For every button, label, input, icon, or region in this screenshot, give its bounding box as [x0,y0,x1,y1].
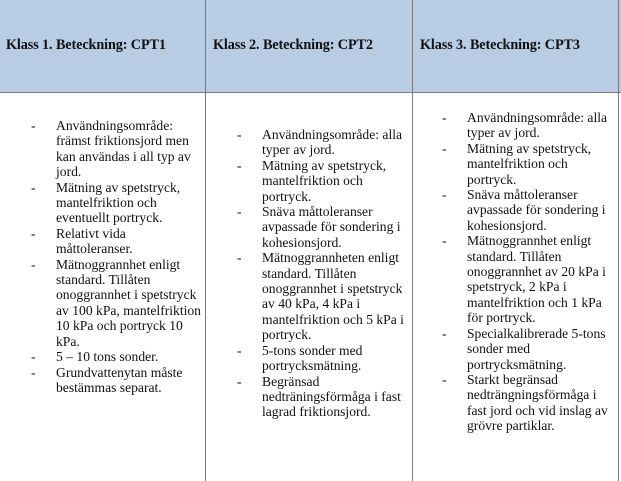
header-cpt3: Klass 3. Beteckning: CPT3 [420,37,580,53]
bullet-dash: - [31,256,36,272]
bullet-dash: - [31,364,36,380]
list-item-text: Snäva måttoleranser avpassade för sondering i kohesionsjord. [467,187,606,233]
bullet-dash: - [442,325,447,341]
list-item [237,127,408,158]
bullet-dash: - [237,342,242,358]
column-divider [412,0,413,481]
list-item-text: Relativt vida måttoleranser. [56,225,133,257]
bullet-dash: - [442,233,447,249]
list-item-text: Mätning av spetstryck, mantelfriktion och portryck. [467,140,592,187]
cpt1-list [31,118,202,395]
list-item [31,364,202,396]
cpt1-cell [31,118,202,395]
list-item [31,118,202,180]
list-item-text: Mätnoggrannheten enligt standard. Tillåten onoggrannhet i spetstryck av 40 kPa, 4 kPa i mantelfriktion och 5 kPa i portryck. [262,250,404,343]
list-item-text: 5-tons sonder med portrycksmätning. [262,342,363,374]
list-item [237,157,408,204]
list-item [237,373,408,420]
list-item-text: Användningsområde: främst friktionsjord men kan användas i all typ av jord. [56,118,191,180]
list-item-text: Starkt begränsad nedträngningsförmåga i fast jord och vid inslag av grövre partiklar. [467,371,608,434]
list-item-text: Användningsområde: alla typer av jord. [467,110,608,141]
list-item [237,250,408,343]
list-item-text: Specialkalibrerade 5-tons sonder med portrycksmätning. [467,325,606,372]
cpt2-list [237,127,408,420]
cpt3-cell [442,110,613,434]
column-divider [205,0,206,481]
list-item [442,140,613,187]
bullet-dash: - [237,250,242,266]
cpt2-cell [237,127,408,420]
list-item [442,325,613,372]
list-item-text: Mätning av spetstryck, mantelfriktion och eventuellt portryck. [56,179,181,226]
header-cpt1: Klass 1. Beteckning: CPT1 [6,37,166,53]
list-item [442,233,613,326]
cpt3-list [442,110,613,434]
list-item [31,179,202,226]
bullet-dash: - [442,187,447,203]
bullet-dash: - [31,118,36,133]
bullet-dash: - [237,204,242,220]
list-item-text: Mätnoggrannhet enligt standard. Tillåten onoggrannhet i spetstryck av 100 kPa, mantelfriktion 10 kPa och portryck 10 kPa. [56,256,201,349]
list-item-text: 5 – 10 tons sonder. [56,349,159,365]
list-item [31,349,202,365]
bullet-dash: - [442,140,447,156]
bullet-dash: - [31,225,36,241]
header-cpt2: Klass 2. Beteckning: CPT2 [213,37,373,53]
list-item-text: Begränsad nedträningsförmåga i fast lagrad friktionsjord. [262,373,401,420]
list-item [442,371,613,434]
bullet-dash: - [237,373,242,389]
list-item [237,204,408,250]
list-item-text: Mätning av spetstryck, mantelfriktion och portryck. [262,157,387,204]
list-item [442,110,613,141]
list-item [442,187,613,233]
bullet-dash: - [237,157,242,173]
list-item-text: Grundvattenytan måste bestämmas separat. [56,364,183,395]
list-item-text: Användningsområde: alla typer av jord. [262,127,403,158]
bullet-dash: - [31,349,36,365]
bullet-dash: - [442,110,447,125]
bullet-dash: - [237,127,242,142]
bullet-dash: - [31,179,36,195]
header-divider [0,92,621,93]
list-item [31,256,202,349]
list-item [31,225,202,257]
list-item-text: Snäva måttoleranser avpassade för sondering i kohesionsjord. [262,204,401,250]
table-right-border [618,0,619,481]
bullet-dash: - [442,371,447,387]
list-item-text: Mätnoggrannhet enligt standard. Tillåten onoggrannhet av 20 kPa i spetstryck, 2 kPa i mantelfriktion och 1 kPa för portryck. [467,233,606,326]
list-item [237,342,408,374]
